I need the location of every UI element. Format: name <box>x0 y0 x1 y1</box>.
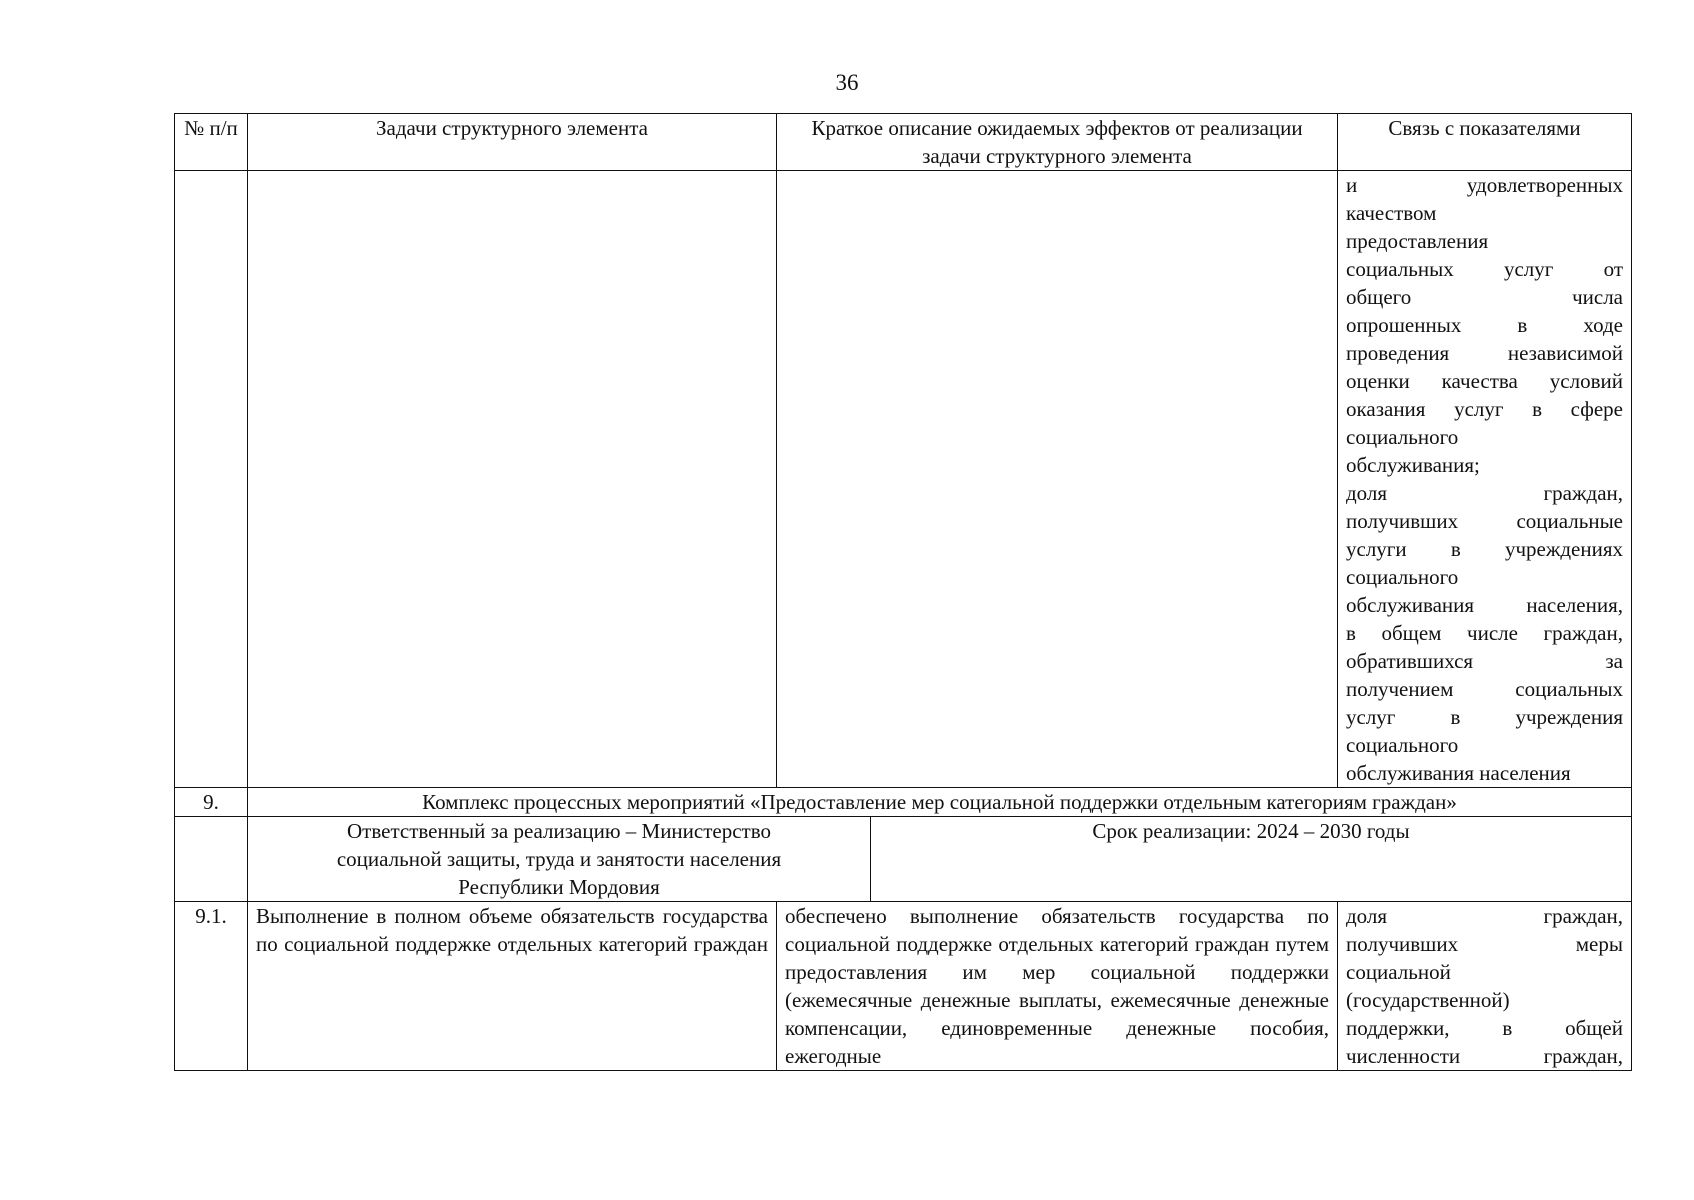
continuation-indicators-cell <box>1338 171 1632 788</box>
indicator-line: оценки качества условий <box>1346 369 1623 393</box>
section-number: 9. <box>175 788 248 817</box>
continuation-effect-cell <box>777 171 1338 788</box>
indicator-line: социального <box>1346 425 1459 449</box>
indicator-line: и удовлетворенных <box>1346 173 1623 197</box>
section-title: Комплекс процессных мероприятий «Предоставление мер социальной поддержки отдельным категориям граждан» <box>248 788 1632 817</box>
section-row <box>175 788 1632 817</box>
header-tasks: Задачи структурного элемента <box>248 114 777 171</box>
indicator-line: доля граждан, <box>1346 904 1623 928</box>
indicator-line: услуг в учреждения <box>1346 705 1623 729</box>
table-header-row <box>175 114 1632 171</box>
header-indicators: Связь с показателями <box>1338 114 1632 171</box>
indicator-line: социальной <box>1346 960 1451 984</box>
header-effects: Краткое описание ожидаемых эффектов от реализации задачи структурного элемента <box>777 114 1338 171</box>
continuation-row <box>175 171 1632 788</box>
indicator-line: получивших меры <box>1346 932 1623 956</box>
indicator-line: численности граждан, <box>1346 1044 1623 1068</box>
program-table <box>174 113 1632 1071</box>
indicator-line: обслуживания; <box>1346 453 1480 477</box>
indicator-line: социального <box>1346 733 1459 757</box>
section-meta-number-cell <box>175 817 248 902</box>
indicator-line: социального <box>1346 565 1459 589</box>
indicator-line: социальных услуг от <box>1346 257 1623 281</box>
continuation-number-cell <box>175 171 248 788</box>
indicator-line: услуги в учреждениях <box>1346 537 1623 561</box>
header-number: № п/п <box>175 114 248 171</box>
indicator-line: качеством <box>1346 201 1437 225</box>
indicator-line: получивших социальные <box>1346 509 1623 533</box>
indicator-line: опрошенных в ходе <box>1346 313 1623 337</box>
indicator-line: доля граждан, <box>1346 481 1623 505</box>
indicator-line: в общем числе граждан, <box>1346 621 1623 645</box>
table-row <box>175 902 1632 1071</box>
row-effect-text: обеспечено выполнение обязательств государства по социальной поддержке отдельных категорий граждан путем предоставления им мер социальной поддержки (ежемесячные денежные выплаты, ежемесячные денежные компенсации, единовременные денежные пособия, ежегодные <box>785 904 1329 1068</box>
indicator-line: (государственной) <box>1346 988 1510 1012</box>
indicator-line: обслуживания населения <box>1346 761 1571 785</box>
page-number: 36 <box>835 70 859 95</box>
indicator-line: оказания услуг в сфере <box>1346 397 1623 421</box>
indicator-line: предоставления <box>1346 229 1489 253</box>
row-effect <box>777 902 1338 1071</box>
row-task-text: Выполнение в полном объеме обязательств государства по социальной поддержке отдельных категорий граждан <box>256 904 768 956</box>
continuation-task-cell <box>248 171 777 788</box>
indicator-line: обратившихся за <box>1346 649 1623 673</box>
row-task <box>248 902 777 1071</box>
implementation-term: Срок реализации: 2024 – 2030 годы <box>871 817 1632 902</box>
indicator-line: обслуживания населения, <box>1346 593 1623 617</box>
row-indicators <box>1338 902 1632 1071</box>
indicator-line: поддержки, в общей <box>1346 1016 1623 1040</box>
indicator-line: общего числа <box>1346 285 1623 309</box>
responsible-executor: Ответственный за реализацию – Министерство социальной защиты, труда и занятости населения Республики Мордовия <box>248 817 871 902</box>
row-number: 9.1. <box>175 902 248 1071</box>
indicator-line: проведения независимой <box>1346 341 1623 365</box>
indicator-line: получением социальных <box>1346 677 1623 701</box>
section-meta-row <box>175 817 1632 902</box>
